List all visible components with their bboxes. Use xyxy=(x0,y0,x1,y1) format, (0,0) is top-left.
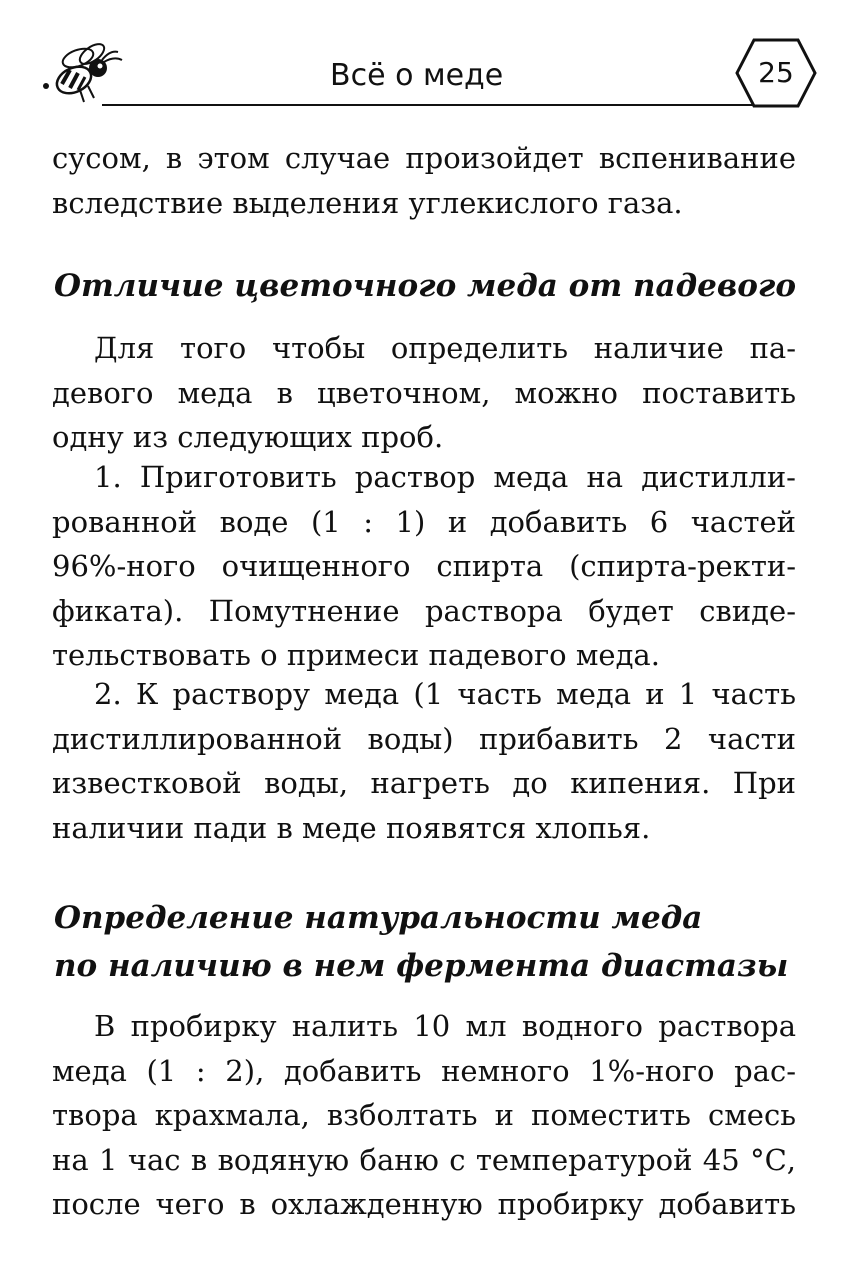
paragraph-step-2 xyxy=(52,672,796,850)
text-line: тельствовать о примеси падевого меда. xyxy=(52,638,660,672)
text-line: одну из следующих проб. xyxy=(52,420,444,454)
heading-line: Определение натуральности меда xyxy=(54,900,703,936)
text-line: фиката). Помутнение раствора будет свиде- xyxy=(52,593,796,628)
text-line: после чего в охлажденную пробирку добавить xyxy=(52,1187,796,1221)
text-line: известковой воды, нагреть до кипения. При xyxy=(52,766,796,800)
section-heading xyxy=(54,894,794,990)
section-heading: Отличие цветочного меда от падевого xyxy=(54,268,797,304)
text-line: 96%-ного очищенного спирта (спирта-ректи- xyxy=(52,549,796,583)
text-line: дистиллированной воды) прибавить 2 части xyxy=(52,721,796,756)
text-line: на 1 час в водяную баню с температурой 45 °С, xyxy=(52,1142,796,1177)
header-rule xyxy=(102,104,762,106)
paragraph-step-1 xyxy=(52,455,796,678)
text-line: сусом, в этом случае произойдет вспенивание xyxy=(52,141,796,175)
text-line: В пробирку налить 10 мл водного раствора xyxy=(94,1009,796,1043)
page-header xyxy=(40,36,820,116)
paragraph xyxy=(52,326,796,460)
page-number-badge xyxy=(734,36,818,110)
text-line: вследствие выделения углекислого газа. xyxy=(52,185,683,220)
paragraph xyxy=(52,1004,796,1227)
text-line: девого меда в цветочном, можно поставить xyxy=(52,375,796,410)
text-line: меда (1 : 2), добавить немного 1%-ного рас- xyxy=(52,1053,796,1088)
text-line: рованной воде (1 : 1) и добавить 6 частей xyxy=(52,504,796,539)
text-line: наличии пади в меде появятся хлопья. xyxy=(52,810,651,845)
text-line: Для того чтобы определить наличие па- xyxy=(94,331,796,365)
text-line: 2. К раствору меда (1 часть меда и 1 часть xyxy=(94,677,796,711)
running-title: Всё о меде xyxy=(330,58,504,93)
text-line: твора крахмала, взболтать и поместить смесь xyxy=(52,1098,796,1132)
page-number: 25 xyxy=(758,56,794,89)
paragraph-continuation xyxy=(52,136,796,225)
bee-icon xyxy=(40,40,130,110)
text-line: 1. Приготовить раствор меда на дистилли- xyxy=(94,460,796,494)
heading-line: по наличию в нем фермента диастазы xyxy=(54,948,789,984)
